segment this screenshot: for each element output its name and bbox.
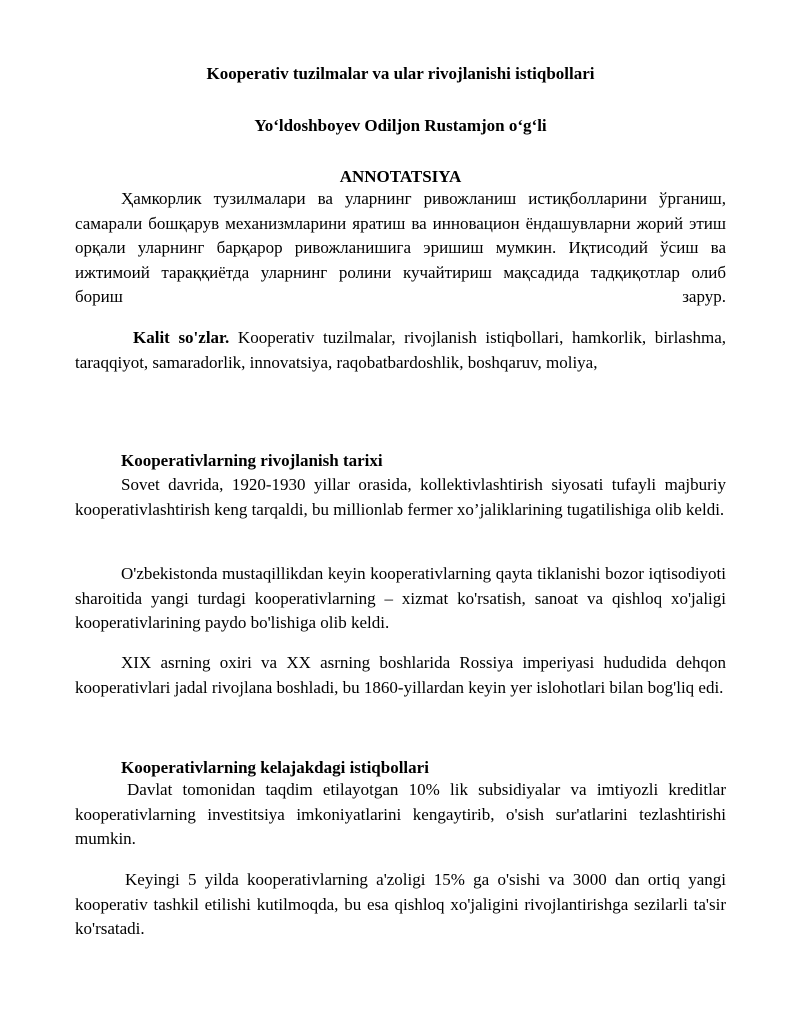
history-paragraph-3: XIX asrning oxiri va XX asrning boshlarida Rossiya imperiyasi hududida dehqon kooperativlari jadal rivojlana boshladi, bu 1860-yillardan keyin yer islohotlari bilan bog'liq edi. bbox=[75, 653, 726, 697]
annotation-heading: ANNOTATSIYA bbox=[339, 167, 462, 186]
keywords-paragraph bbox=[75, 326, 726, 375]
keywords-list: Kooperativ tuzilmalar, rivojlanish istiqbollari, hamkorlik, birlashma, taraqqiyot, samaradorlik, innovatsiya, raqobatbardoshlik, boshqaruv, moliya, bbox=[75, 328, 726, 372]
section-heading-future: Kooperativlarning kelajakdagi istiqbollari bbox=[121, 758, 429, 777]
annotation-paragraph: Ҳамкорлик тузилмалари ва уларнинг ривожланиш истиқболларини ўрганиш, самарали бошқарув механизмларини яратиш ва инновацион ёндашувларни жорий этиш орқали уларнинг барқарор ривожланишига эришиш мумкин. Иқтисодий ўсиш ва ижтимоий тараққиётда уларнинг ролини кучайтириш мақсадида тадқиқотлар олиб бориш зарур. bbox=[75, 189, 726, 306]
history-paragraph-2: O'zbekistonda mustaqillikdan keyin kooperativlarning qayta tiklanishi bozor iqtisodiyoti sharoitida yangi turdagi kooperativlarning – xizmat ko'rsatish, sanoat va qishloq xo'jaligi kooperativlarining paydo bo'lishiga olib keldi. bbox=[75, 564, 726, 632]
author-name: Yo‘ldoshboyev Odiljon Rustamjon o‘g‘li bbox=[254, 116, 547, 135]
document-page bbox=[75, 0, 726, 1035]
history-paragraph-1: Sovet davrida, 1920-1930 yillar orasida, kollektivlashtirish siyosati tufayli majburiy kooperativlashtirish keng tarqaldi, bu millionlab fermer xo’jaliklarining tugatilishiga olib keldi. bbox=[75, 475, 726, 519]
section-heading-history: Kooperativlarning rivojlanish tarixi bbox=[121, 451, 383, 470]
document-title: Kooperativ tuzilmalar va ular rivojlanishi istiqbollari bbox=[206, 64, 595, 83]
future-paragraph-2: Keyingi 5 yilda kooperativlarning a'zoligi 15% ga o'sishi va 3000 dan ortiq yangi kooperativ tashkil etilishi kutilmoqda, bu esa qishloq xo'jaligini rivojlantirishga sezilarli ta'sir ko'rsatadi. bbox=[75, 870, 726, 938]
future-paragraph-1: Davlat tomonidan taqdim etilayotgan 10% lik subsidiyalar va imtiyozli kreditlar kooperativlarning investitsiya imkoniyatlarini kengaytirib, o'sish sur'atlarini tezlashtirishi mumkin. bbox=[75, 780, 726, 848]
keywords-label: Kalit so'zlar. bbox=[133, 328, 230, 347]
